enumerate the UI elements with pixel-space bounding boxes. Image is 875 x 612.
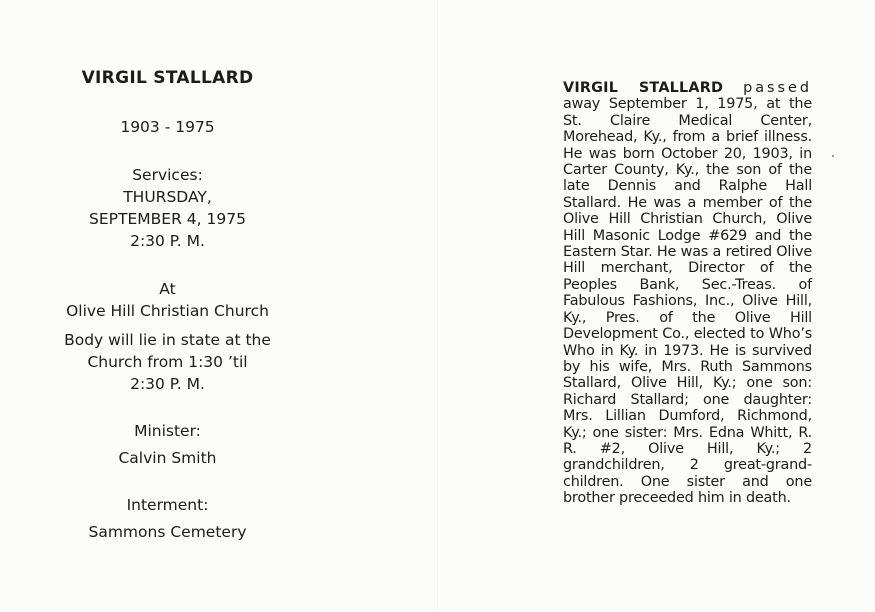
lie-in-state-block (30, 330, 305, 395)
deceased-name: VIRGIL STALLARD (81, 68, 254, 88)
lie-in-state-line-1: Body will lie in state at the (64, 331, 271, 349)
services-date: SEPTEMBER 4, 1975 (89, 210, 246, 228)
service-details (30, 68, 305, 544)
services-block (30, 165, 305, 252)
obituary-name: VIRGIL STALLARD (563, 80, 724, 96)
card-fold (437, 0, 438, 612)
interment-place: Sammons Cemetery (88, 523, 247, 541)
minister-block (30, 421, 305, 469)
lie-in-state-line-2: Church from 1:30 ’til (87, 353, 248, 371)
location-place: Olive Hill Christian Church (66, 302, 269, 320)
lie-in-state-line-3: 2:30 P. M. (130, 375, 205, 393)
minister-name: Calvin Smith (118, 449, 217, 467)
obituary-first-word: passed (743, 80, 812, 96)
life-years: 1903 - 1975 (120, 118, 215, 136)
paper-speck (832, 155, 834, 157)
interment-block (30, 495, 305, 543)
services-label: Services: (132, 166, 203, 184)
location-block (30, 279, 305, 322)
interment-label: Interment: (126, 496, 209, 514)
services-day: THURSDAY, (123, 188, 212, 206)
services-time: 2:30 P. M. (130, 232, 205, 250)
obituary-text (563, 80, 812, 507)
obituary-body: away September 1, 1975, at the St. Claire Medical Center, Morehead, Ky., from a brief illness. He was born October 20, 1903, in Carter County, Ky., the son of the late Dennis and Ralphe Hall Stallard. He was a member of the Olive Hill Christian Church, Olive Hill Masonic Lodge #629 and the Eastern Star. He was a retired Olive Hill merchant, Director of the Peoples Bank, Sec.-Treas. of Fabulous Fashions, Inc., Olive Hill, Ky., Pres. of the Olive Hill Development Co., elected to Who’s Who in Ky. in 1973. He is survived by his wife, Mrs. Ruth Sammons Stallard, Olive Hill, Ky.; one son: Richard Stallard; one daughter: Mrs. Lillian Dumford, Richmond, Ky.; one sister: Mrs. Edna Whitt, R. R. #2, Olive Hill, Ky.; 2 grandchildren, 2 great-grand-children. One sister and one brother preceeded him in death. (563, 96, 812, 507)
minister-label: Minister: (134, 422, 201, 440)
location-label: At (159, 280, 176, 298)
